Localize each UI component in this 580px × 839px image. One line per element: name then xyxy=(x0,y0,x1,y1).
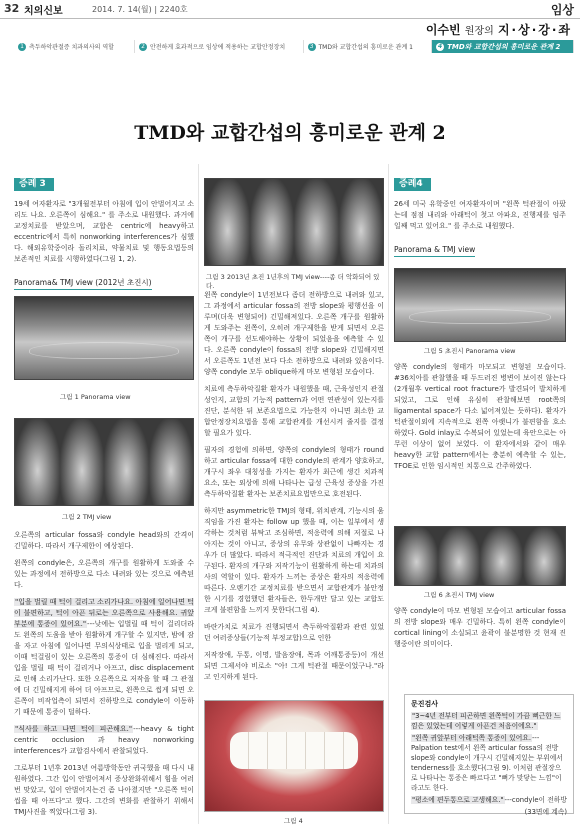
col2-paragraph: 저작장애, 두통, 이명, 발음장애, 목과 어깨통증등)이 개선되면 그제서야 비로소 "아! 그게 턱관절 때문이었구나."라고 인지하게 된다. xyxy=(204,651,384,681)
figure-6-caption: 그림 6 초진시 TMJ view xyxy=(424,591,495,599)
col1-paragraph: 그로부터 1년후 2013년 여름방학동안 귀국했을 때 다시 내원하였다. 그간 입이 안벌어져서 증상완화위해서 힘을 여러 번 맞았고, 입이 안벌어지는건 좀 나아졌지만 "오른쪽 턱이 씹을 때 아프다"고 했다. 그간의 변화를 관찰하기 위해서 TMJ사진을 찍었다(그림 3). xyxy=(14,764,194,816)
highlighted-quote: "왼쪽 귀앞부터 아래턱쪽 통증이 있어요. xyxy=(412,734,531,742)
column-3-mid xyxy=(394,362,566,478)
author-name: 이수빈 xyxy=(425,23,461,37)
highlighted-quote: "입을 벌릴 때 턱이 걸리고 소리가나요. 아침에 일어나면 턱이 불편하고, 턱이 아픈 뒤로는 오른쪽으로 사용해요. 귀앞부분에 통증이 있어요." xyxy=(14,598,194,628)
col3-paragraph: 양쪽 condyle이 마모 변형된 모습이고 articular fossa의 전방 slope와 매우 긴밀하다. 특히 왼쪽 condyle이 cortical lining이 소실되고 윤곽이 불분명한 것 현재 진행중이란 의미이다. xyxy=(394,607,566,648)
figure-5-caption: 그림 5 초진시 Panorama view xyxy=(424,347,516,355)
tmj-followup-xray-image xyxy=(204,178,384,266)
quote-explanation: ---condyle이 전하방 xyxy=(504,796,567,804)
quote-explanation: ---heavy & tight centric occlusion 과 heavy nonworking interferences가 교합검사에서 관찰되었다. xyxy=(14,725,194,755)
series-nav xyxy=(14,40,574,53)
series-item-label: TMD와 교합간섭의 흥미로운 관계 2 xyxy=(447,42,561,51)
figure-2-caption: 그림 2 TMJ view xyxy=(62,513,112,521)
intraoral-photo xyxy=(204,700,384,812)
series-item-label: 측두하악관절증 치과의사의 역할 xyxy=(29,44,114,51)
paper-name: 치의신보 xyxy=(24,6,63,17)
col2-paragraph: 필자의 경험에 의하면, 양쪽의 condyle의 형태가 round 하고 articular fossa에 대한 condyle의 관계가 양호하고, 개구시 좌우 대칭성을 가지는 환자가 최근에 생긴 치과적 요소, 또는 외상에 의해 나타나는 급성 근육성 증상을 가진 측두하악질환 환자는 보존치료요법만으로 호전된다. xyxy=(204,446,384,498)
highlighted-quote: "식사를 하고 나면 턱이 피곤해요." xyxy=(15,725,133,733)
number-icon: 4 xyxy=(438,42,443,50)
article-title: TMD와 교합간섭의 흥미로운 관계 2 xyxy=(134,122,446,144)
col1-subheading: Panorama& TMJ view (2012년 초진시) xyxy=(14,277,152,290)
issue-date: 2014. 7. 14(월) | 2240호 xyxy=(92,5,188,14)
highlighted-quote: "3~4년 전부터 피곤하면 왼쪽턱이 가끔 뻐근한 느낌은 있었는데 이렇게 아픈건 처음이에요." xyxy=(411,712,561,730)
series-header xyxy=(0,18,580,60)
box-heading: 문진검사 xyxy=(411,700,439,708)
box-quote xyxy=(411,795,567,805)
series-item-2[interactable] xyxy=(135,40,303,53)
col2-paragraph: 하지만 asymmetric한 TMJ의 형태, 위치관계, 기능시의 움직임을 가진 환자는 follow up 했을 때, 이는 일부에서 생각하는 것처럼 뷰탁고 조심하면, 적응력에 의해 저절로 나아지는 것이 아니고, 증상의 유무와 상관없이 나빠지는 경우가 더 많았다. 따라서 적극적인 진단과 치료의 개입이 요구된다. 환자의 개구와 저작기능이 원활하게 하는데 치과의사의 역할이 있다. 환자가 느끼는 증상은 환자의 적응력에 따른다. 오랜기간 교정치료를 받으면서 교합관계가 불안정한 시기를 경험했던 환자들은, 한두개만 달고 있는 교합도 크게 불편함을 느끼지 못한다(그림 4). xyxy=(204,507,384,614)
col2-paragraph: 왼쪽 condyle이 1년전보다 좀더 전하방으로 내려와 있고, 그 과정에서 articular fossa의 전방 slope와 평행선을 이루며(더욱 변형되어) 긴밀해져있다. 오른쪽 개구를 원활하게 도와주는 왼쪽이, 오히려 개구제한을 받게 되면서 오른쪽이 개구를 선도해야하는 상황이 되었음을 예측할 수 있다. 오른쪽 condyle이 fossa의 전방 slope와 긴밀해지면서 오른쪽도 1년전 보다 다소 전하방으로 내려와 있음이다. 양쪽 condyle 모두 oblique하게 마모 변형된 모습이다. xyxy=(204,291,384,376)
quote-explanation: ---Palpation test에서 왼쪽 articular fossa의 전방slope와 condyle이 개구시 긴밀해지있는 부위에서 tenderness를 호소했다(그림 9). 이처럼 관절장으로 나타나는 통증은 빠르다고 "뼈가 맞닿는 느낌"이라고도 한다. xyxy=(411,734,563,792)
box-quote xyxy=(411,733,567,793)
column-1-lower xyxy=(14,530,194,824)
quote-explanation: ---낮에는 입벌릴 때 턱이 걸리더라도 왼쪽의 도움을 받아 원활하게 개구할 수 있지만, 밤에 잠을 자고 아침에 일어나면 무의식상태로 입을 벌리게 되고, 이때 턱걸림이 있는 오른쪽의 통증이 더 심해진다. 따라서 입을 벌릴 때 턱이 걸리거나 아프고, disc displacement로 인해 소리가난다. 또한 오른쪽으로 저작을 할 때 그 관절에 더 긴밀해지게 하여 더 아프므로, 왼쪽으로 씹게 되면 오른쪽이 비작업측이 되면서 진하방으로 condyle이 이동하기 때문에 통증이 덜하다. xyxy=(14,620,194,716)
continued-note: (33면에 계속) xyxy=(524,808,567,816)
figure-1-caption: 그림 1 Panorama view xyxy=(60,393,131,401)
series-item-4[interactable] xyxy=(432,40,574,53)
col1-quote xyxy=(14,724,194,757)
series-item-label: 안전하게 효과적으로 임상에 적용하는 교합안정장치 xyxy=(150,44,286,51)
case-3-badge: 증례 3 xyxy=(14,178,54,191)
col2-paragraph: 바란가치로 치료가 진행되면서 측두하악질환과 관련 있었던 여러증상들(기능적 부정교합)으로 인한 xyxy=(204,623,384,642)
column-3 xyxy=(394,178,566,261)
section-label: 임상 xyxy=(550,3,574,17)
tmj-xray-image-case4 xyxy=(394,526,566,586)
author-suffix: 원장의 xyxy=(464,26,494,37)
column-divider xyxy=(198,164,199,824)
panorama-xray-image xyxy=(14,296,194,380)
number-icon: 2 xyxy=(139,43,147,51)
col3-paragraph: 26세 미국 유학중인 여자환자이며 "왼쪽 턱관절이 아팠는데 점점 내리와 아래턱이 첫고 아파요, 진행제를 임주일째 먹고 있어요." 를 주소로 내원했다. xyxy=(394,200,566,230)
col2-paragraph: 치료에 측두하악질환 환자가 내원했을 때, 근육성인지 관절성인지, 교합의 기능적 pattern과 어떤 연관성이 있는지를 진단, 분석한 뒤 보존요법으로 가능한지 아니면 최소한 교합안정장치요법을 통해 교합관계를 개선시켜 줄지를 결정할 필요가 있다. xyxy=(204,385,384,437)
column-divider xyxy=(388,164,389,824)
col1-paragraph: 19세 여자환자로 "3개월전부터 아침에 입이 안벌어지고 소리도 나요. 오른쪽이 심해요." 를 주소로 내원했다. 과거에 교정치료를 받았으며, 교합은 centric에 heavy하고 eccentric에서 특히 nonworking interferences가 심했다. 해외유학중이라 돌리치료, 약물치료 및 행동요법등의 보존적인 치료를 시행하였다(그림 1, 2). xyxy=(14,200,194,263)
column-1 xyxy=(14,178,194,294)
figure-4-caption: 그림 4 xyxy=(284,817,303,825)
case-4-badge: 증례4 xyxy=(394,178,431,191)
series-item-1[interactable] xyxy=(14,40,135,53)
box-quote xyxy=(411,711,567,731)
number-icon: 3 xyxy=(308,43,316,51)
page-number: 32 xyxy=(4,2,20,15)
col3-paragraph: 양쪽 condyle의 형태가 마모되고 변형된 모습이다. #36치아를 관찰했을 때 두드러진 병변이 보이진 않는다 (2개월후 vertical root fracture가 발견되어 발치하게 되었고, 그로 인해 유심히 관찰해보면 root쪽의 ligamental space가 다소 넓어져있는 듯하다). 환자가 턱관절이외에 지속적으로 왼쪽 아랫니가 불편함을 호소하였다. Gold inlay로 수복되어 있었는데 육안으로는 아무런 이상이 없어 보였다. 이 환자에서와 같이 매우 heavy한 교합 pattern에서는 충분히 예측할 수 있는, TFOE로 인한 임시적인 치통으로 간주하였다. xyxy=(394,363,566,470)
col1-paragraph: 왼쪽의 condyle은, 오른쪽의 개구를 원활하게 도와줄 수 있는 과정에서 전하방으로 다소 내려와 있는 것으로 예측된다. xyxy=(14,559,194,589)
series-item-label: TMD와 교합간섭의 흥미로운 관계 1 xyxy=(318,44,413,51)
highlighted-quote: "평소에 편두통으로 고생해요." xyxy=(412,796,504,804)
series-topic: 지·상·강·좌 xyxy=(497,23,572,37)
col1-paragraph: 오른쪽의 articular fossa와 condyle head와의 간격이 긴밀하다. 따라서 개구제한이 예상된다. xyxy=(14,531,194,550)
series-label xyxy=(426,21,572,38)
number-icon: 1 xyxy=(18,43,26,51)
series-item-3[interactable] xyxy=(304,40,433,53)
figure-3-caption: 그림 3 2013년 초진 1년후의 TMJ view----좀 더 악화되어 있다. xyxy=(206,273,380,290)
tmj-xray-image xyxy=(14,418,194,506)
col1-quote xyxy=(14,597,194,718)
col3-subheading: Panorama & TMJ view xyxy=(394,244,475,257)
column-3-lower xyxy=(394,606,566,656)
panorama-xray-image-case4 xyxy=(394,268,566,342)
column-2 xyxy=(204,290,384,689)
masthead xyxy=(0,0,580,19)
interview-box xyxy=(404,694,574,814)
